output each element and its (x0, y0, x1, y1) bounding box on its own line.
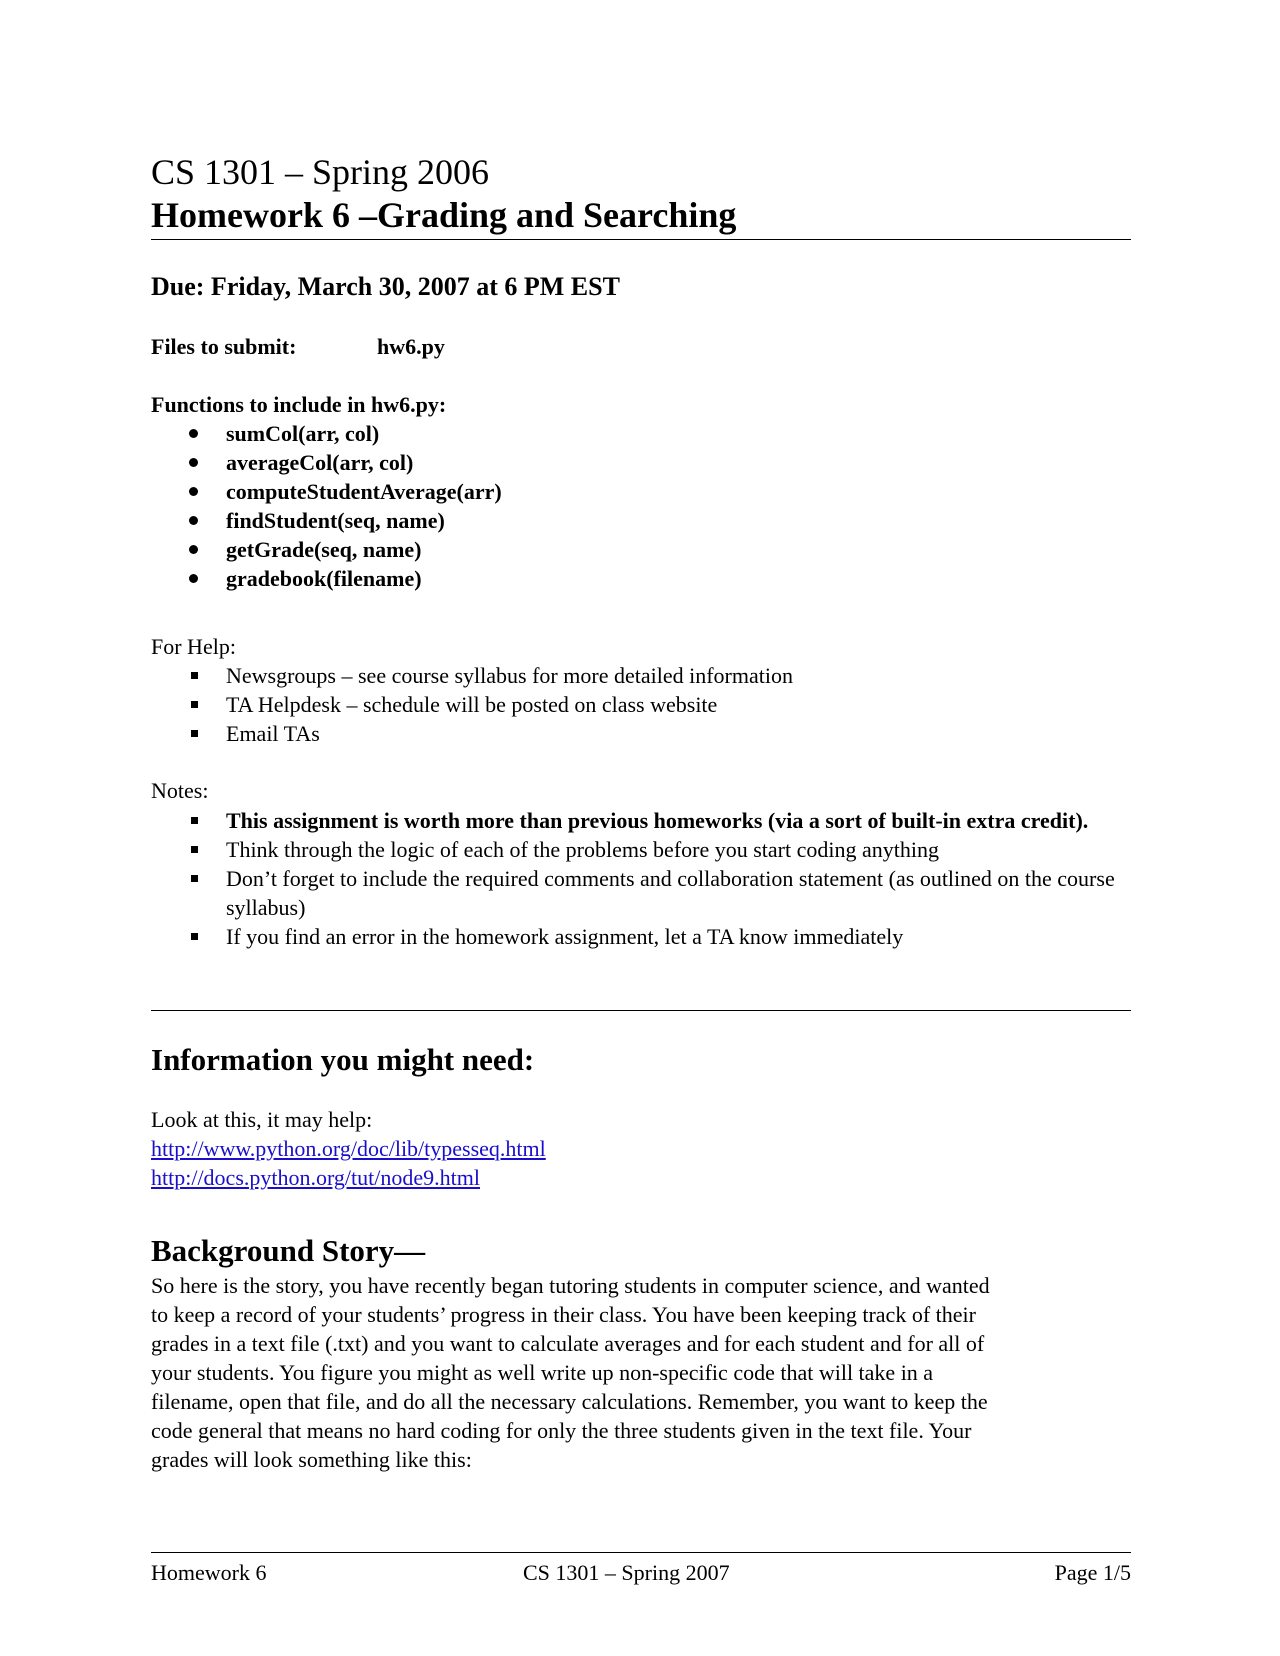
functions-heading: Functions to include in hw6.py: (151, 392, 447, 417)
story-line: So here is the story, you have recently began tutoring students in computer science, and wanted (151, 1273, 990, 1298)
background-story (151, 1271, 1131, 1474)
notes-list (151, 806, 1131, 951)
document-page (151, 0, 1131, 1656)
help-item: Email TAs (226, 721, 320, 746)
python-typesseq-link[interactable]: http://www.python.org/doc/lib/typesseq.html (151, 1136, 546, 1161)
story-line: to keep a record of your students’ progress in their class. You have been keeping track of their (151, 1302, 976, 1327)
footer-course: CS 1301 – Spring 2007 (523, 1560, 730, 1585)
footer-divider (151, 1552, 1131, 1553)
footer-page-number: Page 1/5 (1054, 1560, 1131, 1585)
title-divider (151, 239, 1131, 240)
note-item: Think through the logic of each of the problems before you start coding anything (226, 837, 939, 862)
files-label: Files to submit: (151, 334, 297, 359)
functions-section (151, 390, 1131, 593)
footer-homework: Homework 6 (151, 1560, 267, 1585)
story-line: grades will look something like this: (151, 1447, 472, 1472)
files-value: hw6.py (377, 334, 445, 359)
story-line: grades in a text file (.txt) and you want to calculate averages and for each student and for all of (151, 1331, 985, 1356)
function-item: findStudent(seq, name) (226, 508, 445, 533)
story-line: your students. You figure you might as well write up non-specific code that will take in a (151, 1360, 934, 1385)
info-section (151, 1105, 546, 1192)
background-heading: Background Story— (151, 1233, 426, 1268)
help-list (151, 661, 1131, 748)
page-footer (151, 1558, 1131, 1588)
story-line: code general that means no hard coding for only the three students given in the text file. Your (151, 1418, 972, 1443)
function-item: getGrade(seq, name) (226, 537, 422, 562)
story-line: filename, open that file, and do all the necessary calculations. Remember, you want to keep the (151, 1389, 988, 1414)
help-item: Newsgroups – see course syllabus for more detailed information (226, 663, 793, 688)
help-heading: For Help: (151, 634, 236, 659)
functions-list (151, 419, 1131, 593)
section-divider (151, 1010, 1131, 1011)
function-item: gradebook(filename) (226, 566, 422, 591)
homework-title: Homework 6 –Grading and Searching (151, 195, 737, 235)
files-to-submit (151, 333, 445, 361)
info-heading: Information you might need: (151, 1042, 535, 1077)
notes-section (151, 776, 1131, 951)
due-date: Due: Friday, March 30, 2007 at 6 PM EST (151, 272, 620, 301)
note-item: If you find an error in the homework assignment, let a TA know immediately (226, 924, 904, 949)
note-item: This assignment is worth more than previous homeworks (via a sort of built-in extra credit). (226, 808, 1089, 833)
help-item: TA Helpdesk – schedule will be posted on class website (226, 692, 718, 717)
help-section (151, 632, 1131, 748)
function-item: sumCol(arr, col) (226, 421, 380, 446)
python-tutorial-link[interactable]: http://docs.python.org/tut/node9.html (151, 1165, 480, 1190)
note-item: Don’t forget to include the required comments and collaboration statement (as outlined on the course syllabus) (226, 866, 1115, 920)
function-item: computeStudentAverage(arr) (226, 479, 502, 504)
notes-heading: Notes: (151, 778, 209, 803)
info-intro: Look at this, it may help: (151, 1107, 373, 1132)
course-title: CS 1301 – Spring 2006 (151, 152, 490, 192)
function-item: averageCol(arr, col) (226, 450, 414, 475)
